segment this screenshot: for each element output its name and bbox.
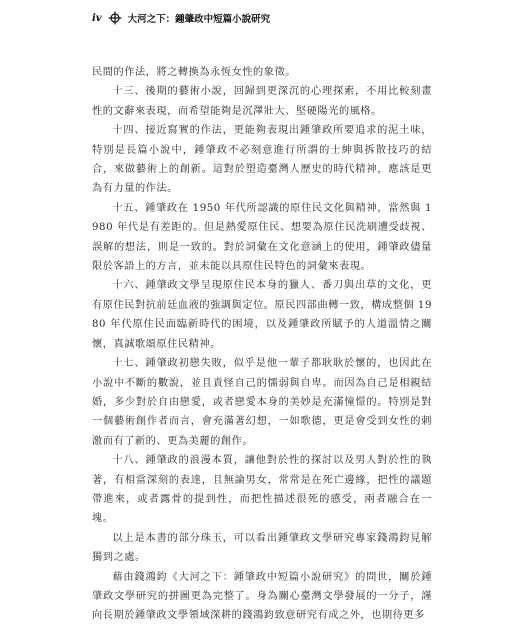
paragraph: 以上是本書的部分珠玉，可以看出鍾肇政文學研究專家錢鴻鈞見解獨到之處。 xyxy=(92,532,432,564)
page-number: iv xyxy=(92,12,102,24)
paragraph: 藉由錢鴻鈞《大河之下：鍾肇政中短篇小說研究》的問世，關於鍾肇政文學研究的拼圖更為完整了。身為關心臺灣文學發展的一分子，謹向長期於鍾肇政文學領域深耕的錢鴻鈞致意研究有成之外，也期待更多 xyxy=(92,571,432,622)
book-title: 大河之下：鍾肇政中短篇小說研究 xyxy=(127,14,271,25)
paragraph: 十六、鍾肇政文學呈現原住民本身的獵人、番刀與出草的文化，更有原住民對抗前廷血液的強調與定位。原民四部曲轉一致，構成整個 1980 年代原住民面臨新時代的困境，以及鍾肇政所賦予的人道溫情之關懷，真誠歌頌原住民精神。 xyxy=(92,280,432,350)
compass-cross-ornament-icon xyxy=(108,11,122,25)
body-text xyxy=(92,63,432,626)
paragraph: 十四、接近寫實的作法，更能夠表現出鍾肇政所要追求的泥土味，特別是長篇小說中，鍾肇政不必刻意進行所謂的士紳與拆散技巧的結合，來做藝術上的創新。這對於塑造臺灣人歷史的時代精神，應該是更為有力量的作法。 xyxy=(92,125,432,195)
running-header xyxy=(92,11,270,25)
paragraph: 民間的作法，將之轉換為永恆女性的象徵。 xyxy=(92,67,297,78)
paragraph: 十五、鍾肇政在 1950 年代所認識的原住民文化與精神，當然與 1980 年代是有差距的。但是熱愛原住民、想要為原住民洗刷遭受歧視、誤解的想法，則是一致的。對於詞彙在文化意涵上的使用，鍾肇政儘量限於客語上的方言，並未能以具原住民特色的詞彙來表現。 xyxy=(92,202,432,273)
paragraph: 十八、鍾肇政的浪漫本質，讓他對於性的探討以及男人對於性的執著，有相當深刻的表達，且無論男女，常常是在死亡邊緣，把性的議題帶進來，或者露骨的提到性，而把性描述很死的感受，兩者融合在一塊。 xyxy=(92,455,432,525)
paragraph: 十七、鍾肇政初戀失敗，似乎是他一輩子都耿耿於懷的，也因此在小說中不斷的數說，並且責怪自己的懦弱與自卑。而因為自己是相親結婚，多少對於自由戀愛，或者戀愛本身的美妙是充滿憧憬的。特別是對一個藝術創作者而言，會充滿著幻想，一如歌德，更是會受到女性的刺激而有了新的、更為美麗的創作。 xyxy=(92,358,432,447)
paragraph: 十三、後期的藝術小說，回歸到更深沉的心理探索，不用比較刻畫性的文辭來表現，而希望能夠是沉澤壯大、堅硬陽光的風格。 xyxy=(92,86,432,117)
